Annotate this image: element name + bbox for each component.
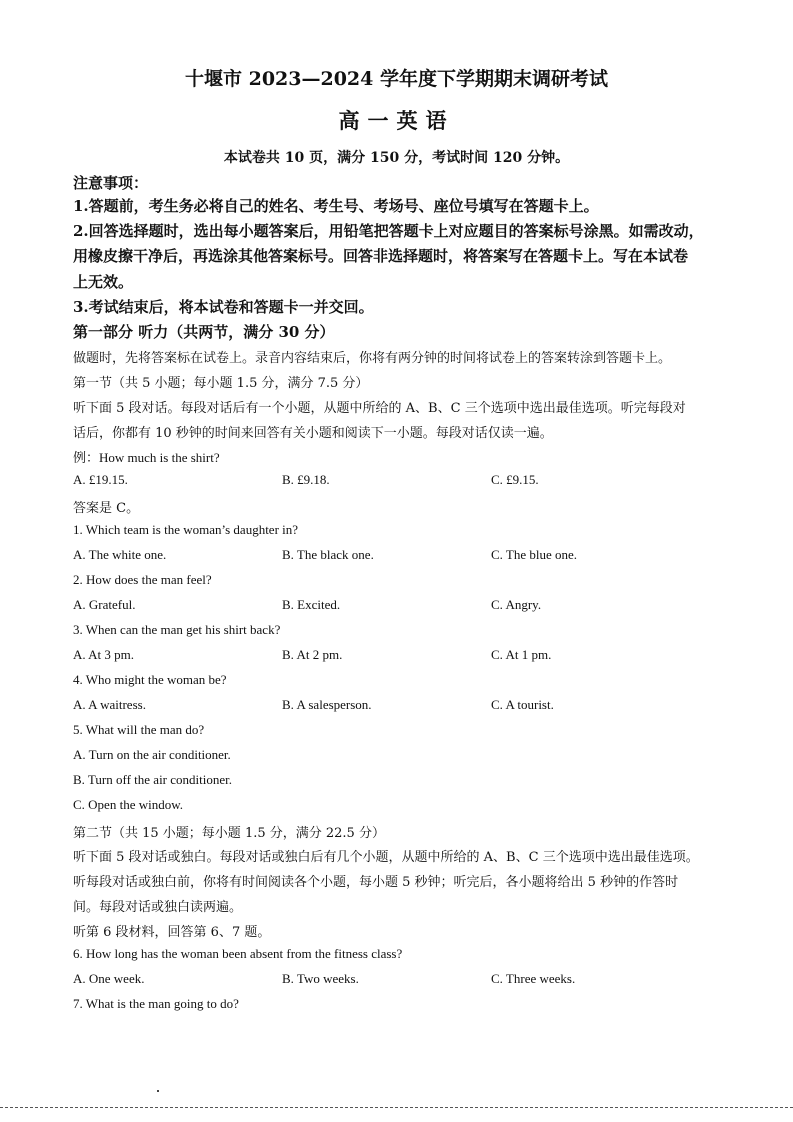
question-2-option-b: B. Excited. xyxy=(282,597,341,612)
question-1: 1. Which team is the woman’s daughter in? xyxy=(73,522,299,537)
question-6-option-b: B. Two weeks. xyxy=(282,971,359,986)
page-bottom-rule xyxy=(0,1107,793,1108)
question-6-option-c: C. Three weeks. xyxy=(491,971,576,986)
question-2: 2. How does the man feel? xyxy=(73,572,212,587)
notice-heading: 注意事项： xyxy=(73,174,149,192)
question-1-option-c: C. The blue one. xyxy=(491,547,578,562)
question-4: 4. Who might the woman be? xyxy=(73,672,227,687)
notice-item-2-line-1: 2.回答选择题时，选出每小题答案后，用铅笔把答题卡上对应题目的答案标号涂黑。如需改动， xyxy=(73,222,704,240)
section1-instruction-line-1: 听下面 5 段对话。每段对话后有一个小题，从题中所给的 A、B、C 三个选项中选出最佳选项。听完每段对 xyxy=(73,401,686,416)
question-4-option-b: B. A salesperson. xyxy=(282,697,372,712)
stray-dot xyxy=(157,1090,159,1092)
example-answer: 答案是 C。 xyxy=(73,501,140,516)
question-3-option-b: B. At 2 pm. xyxy=(282,647,343,662)
question-5-option-a: A. Turn on the air conditioner. xyxy=(73,747,231,762)
question-6-option-a: A. One week. xyxy=(73,971,145,986)
question-4-option-c: C. A tourist. xyxy=(491,697,554,712)
question-7: 7. What is the man going to do? xyxy=(73,996,239,1011)
question-3-options xyxy=(73,647,753,667)
question-5-option-c: C. Open the window. xyxy=(73,797,184,812)
question-4-option-a: A. A waitress. xyxy=(73,697,146,712)
exam-title: 十堰市 2023—2024 学年度下学期期末调研考试 xyxy=(185,68,608,90)
example-options xyxy=(73,472,753,492)
example-question: 例：How much is the shirt? xyxy=(73,450,220,465)
question-5-option-b: B. Turn off the air conditioner. xyxy=(73,772,233,787)
question-1-option-b: B. The black one. xyxy=(282,547,374,562)
question-2-option-c: C. Angry. xyxy=(491,597,542,612)
question-1-options xyxy=(73,547,753,567)
section2-instruction-line-3: 间。每段对话或独白读两遍。 xyxy=(73,900,243,915)
section1-instruction-line-2: 话后，你都有 10 秒钟的时间来回答有关小题和阅读下一小题。每段对话仅读一遍。 xyxy=(73,426,553,441)
example-option-b: B. £9.18. xyxy=(282,472,330,487)
question-3: 3. When can the man get his shirt back? xyxy=(73,622,281,637)
section2-heading: 第二节（共 15 小题；每小题 1.5 分，满分 22.5 分） xyxy=(73,826,385,841)
notice-item-1: 1.答题前，考生务必将自己的姓名、考生号、考场号、座位号填写在答题卡上。 xyxy=(73,197,599,215)
question-6: 6. How long has the woman been absent from the fitness class? xyxy=(73,946,403,961)
notice-item-2-line-2: 用橡皮擦干净后，再选涂其他答案标号。回答非选择题时，将答案写在答题卡上。写在本试卷 xyxy=(73,247,689,265)
part1-heading: 第一部分 听力（共两节，满分 30 分） xyxy=(73,323,335,341)
question-3-option-a: A. At 3 pm. xyxy=(73,647,135,662)
section2-instruction-line-2: 听每段对话或独白前，你将有时间阅读各个小题，每小题 5 秒钟；听完后，各小题将给出 5 秒钟的作答时 xyxy=(73,875,679,890)
part1-intro: 做题时，先将答案标在试卷上。录音内容结束后，你将有两分钟的时间将试卷上的答案转涂到答题卡上。 xyxy=(73,351,672,366)
material-6-heading: 听第 6 段材料，回答第 6、7 题。 xyxy=(73,925,271,940)
question-6-options xyxy=(73,971,753,991)
notice-item-2-line-3: 上无效。 xyxy=(73,273,134,291)
exam-meta: 本试卷共 10 页，满分 150 分，考试时间 120 分钟。 xyxy=(223,150,570,166)
example-option-a: A. £19.15. xyxy=(73,472,128,487)
question-2-options xyxy=(73,597,753,617)
question-5: 5. What will the man do? xyxy=(73,722,205,737)
section1-heading: 第一节（共 5 小题；每小题 1.5 分，满分 7.5 分） xyxy=(73,376,369,391)
example-option-c: C. £9.15. xyxy=(491,472,539,487)
subject-title: 高一英语 xyxy=(338,108,455,133)
question-3-option-c: C. At 1 pm. xyxy=(491,647,552,662)
section2-instruction-line-1: 听下面 5 段对话或独白。每段对话或独白后有几个小题，从题中所给的 A、B、C 三个选项中选出最佳选项。 xyxy=(73,850,699,865)
question-2-option-a: A. Grateful. xyxy=(73,597,136,612)
question-1-option-a: A. The white one. xyxy=(73,547,167,562)
notice-item-3: 3.考试结束后，将本试卷和答题卡一并交回。 xyxy=(73,298,374,316)
question-4-options xyxy=(73,697,753,717)
